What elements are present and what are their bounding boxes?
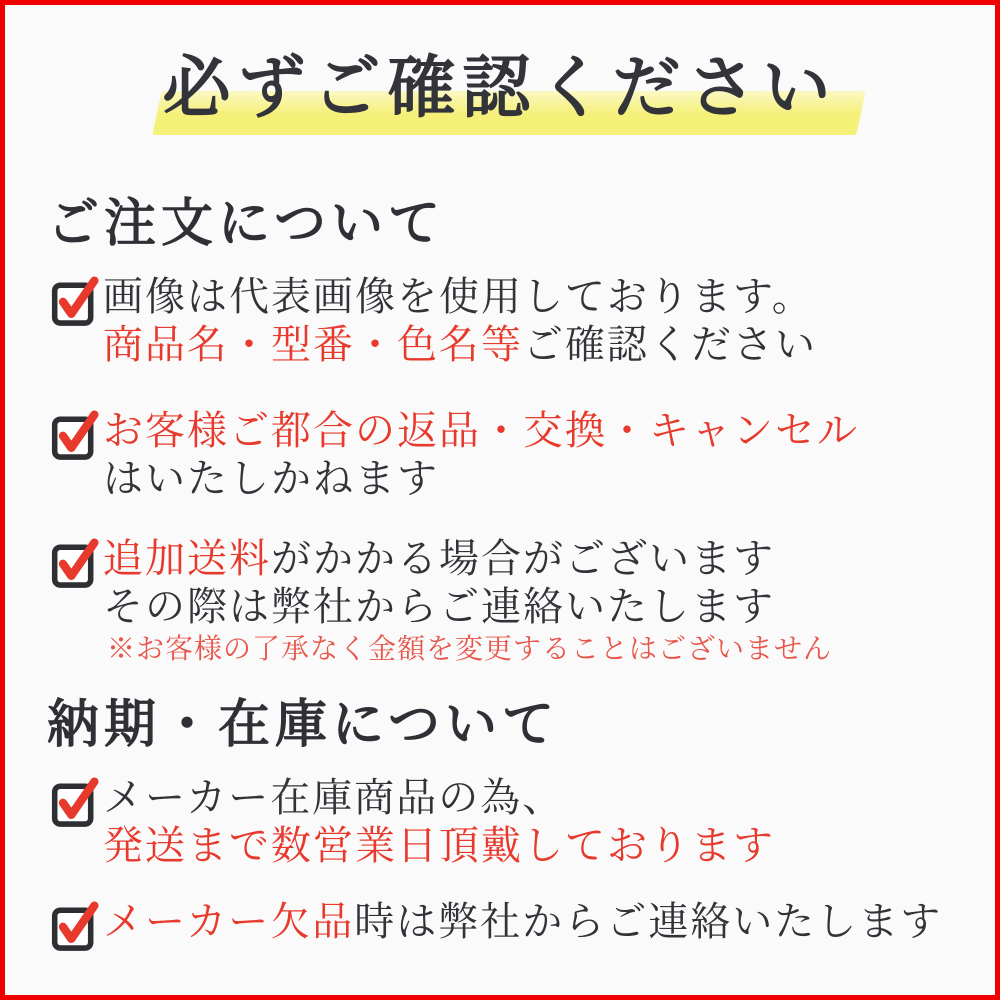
item-line	[103, 273, 817, 321]
item-text	[103, 273, 817, 369]
text-red-emphasis: 商品名・型番・色名等	[103, 322, 523, 369]
item-line	[103, 898, 942, 946]
text-red-emphasis: 発送まで数営業日頂戴しております	[103, 823, 775, 870]
item-line	[103, 583, 832, 631]
text-red-emphasis: 追加送料	[103, 536, 271, 583]
item-text	[103, 898, 942, 946]
text-dark: がかかる場合がございます	[271, 536, 775, 583]
text-dark: その際は弊社からご連絡いたします	[103, 584, 775, 631]
text-dark: ご確認ください	[523, 322, 817, 369]
item-line	[103, 321, 817, 369]
item-text	[103, 535, 832, 667]
checklist-item-maker-shortage	[5, 898, 995, 954]
checklist-item-representative-image	[5, 273, 995, 369]
checked-checkbox-icon	[51, 407, 99, 463]
checked-checkbox-icon	[51, 774, 99, 830]
item-text	[103, 774, 775, 870]
item-text	[103, 407, 859, 503]
item-line	[103, 822, 775, 870]
checklist-item-no-returns	[5, 407, 995, 503]
item-note: ※お客様の了承なく金額を変更することはございません	[107, 632, 833, 666]
checked-checkbox-icon	[51, 898, 99, 954]
text-dark: はいたしかねます	[103, 456, 439, 503]
item-line	[103, 774, 775, 822]
text-dark: メーカー在庫商品の為、	[103, 775, 565, 822]
checked-checkbox-icon	[51, 273, 99, 329]
text-dark: 時は弊社からご連絡いたします	[354, 899, 943, 946]
text-red-emphasis: メーカー欠品	[103, 899, 355, 946]
text-red-emphasis: お客様ご都合の返品・交換・キャンセル	[103, 408, 859, 455]
page-title: 必ずご確認ください	[162, 48, 838, 128]
section-heading-order: ご注文について	[47, 193, 445, 254]
section-heading-stock: 納期・在庫について	[47, 693, 559, 755]
text-dark: 画像は代表画像を使用しております。	[103, 274, 814, 321]
checklist-item-maker-stock	[5, 774, 995, 870]
checklist-item-extra-shipping	[5, 535, 995, 667]
item-line	[103, 535, 832, 583]
checked-checkbox-icon	[51, 535, 99, 591]
title-block	[5, 41, 995, 145]
item-line	[103, 407, 859, 455]
item-line	[103, 455, 859, 503]
